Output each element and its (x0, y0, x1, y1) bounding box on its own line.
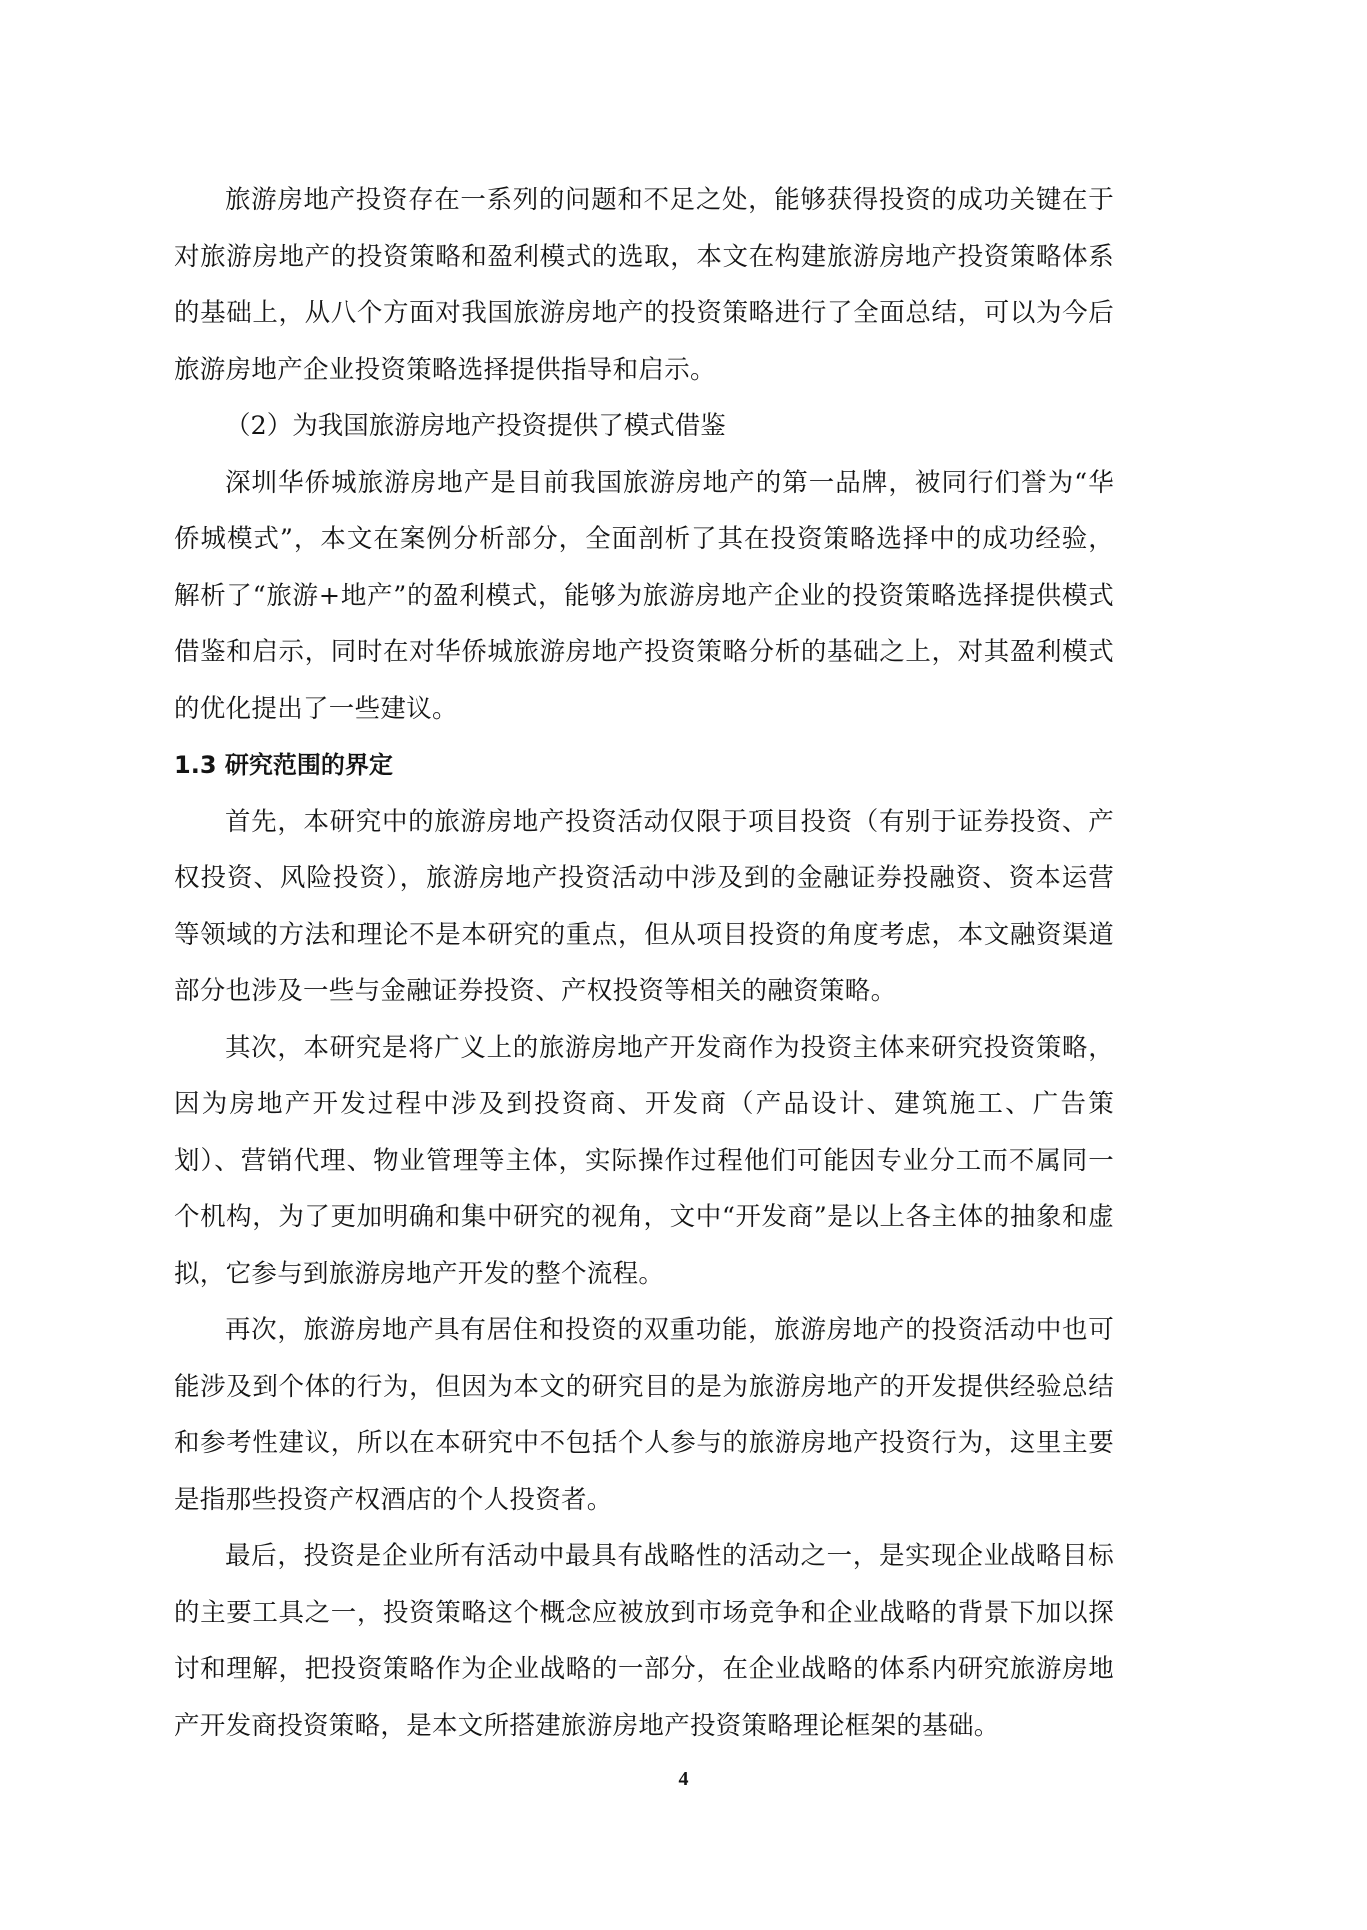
paragraph-scope-fourth: 最后，投资是企业所有活动中最具有战略性的活动之一，是实现企业战略目标的主要工具之一，投资策略这个概念应被放到市场竞争和企业战略的背景下加以探讨和理解，把投资策略作为企业战略的一部分，在企业战略的体系内研究旅游房地产开发商投资策略，是本文所搭建旅游房地产投资策略理论框架的基础。 (174, 1541, 1114, 1741)
paragraph-scope-first: 首先，本研究中的旅游房地产投资活动仅限于项目投资（有别于证券投资、产权投资、风险投资），旅游房地产投资活动中涉及到的金融证券投融资、资本运营等领域的方法和理论不是本研究的重点，但从项目投资的角度考虑，本文融资渠道部分也涉及一些与金融证券投资、产权投资等相关的融资策略。 (174, 806, 1114, 1006)
paragraph-scope-third: 再次，旅游房地产具有居住和投资的双重功能，旅游房地产的投资活动中也可能涉及到个体的行为，但因为本文的研究目的是为旅游房地产的开发提供经验总结和参考性建议，所以在本研究中不包括个人参与的旅游房地产投资行为，这里主要是指那些投资产权酒店的个人投资者。 (174, 1315, 1114, 1515)
page-number: 4 (678, 1768, 689, 1790)
paragraph-oct-model: 深圳华侨城旅游房地产是目前我国旅游房地产的第一品牌，被同行们誉为“华侨城模式”，本文在案例分析部分，全面剖析了其在投资策略选择中的成功经验，解析了“旅游+地产”的盈利模式，能够为旅游房地产企业的投资策略选择提供模式借鉴和启示，同时在对华侨城旅游房地产投资策略分析的基础之上，对其盈利模式的优化提出了一些建议。 (174, 467, 1114, 724)
paragraph-scope-second: 其次，本研究是将广义上的旅游房地产开发商作为投资主体来研究投资策略，因为房地产开发过程中涉及到投资商、开发商（产品设计、建筑施工、广告策划）、营销代理、物业管理等主体，实际操作过程他们可能因专业分工而不属同一个机构，为了更加明确和集中研究的视角，文中“开发商”是以上各主体的抽象和虚拟，它参与到旅游房地产开发的整个流程。 (174, 1032, 1114, 1289)
page-body (174, 172, 1114, 1754)
subheading-model-reference: （2）为我国旅游房地产投资提供了模式借鉴 (225, 411, 726, 441)
paragraph-investment-strategy-significance: 旅游房地产投资存在一系列的问题和不足之处，能够获得投资的成功关键在于对旅游房地产的投资策略和盈利模式的选取，本文在构建旅游房地产投资策略体系的基础上，从八个方面对我国旅游房地产的投资策略进行了全面总结，可以为今后旅游房地产企业投资策略选择提供指导和启示。 (174, 185, 1114, 385)
section-heading-research-scope: 1.3 研究范围的界定 (174, 751, 393, 779)
